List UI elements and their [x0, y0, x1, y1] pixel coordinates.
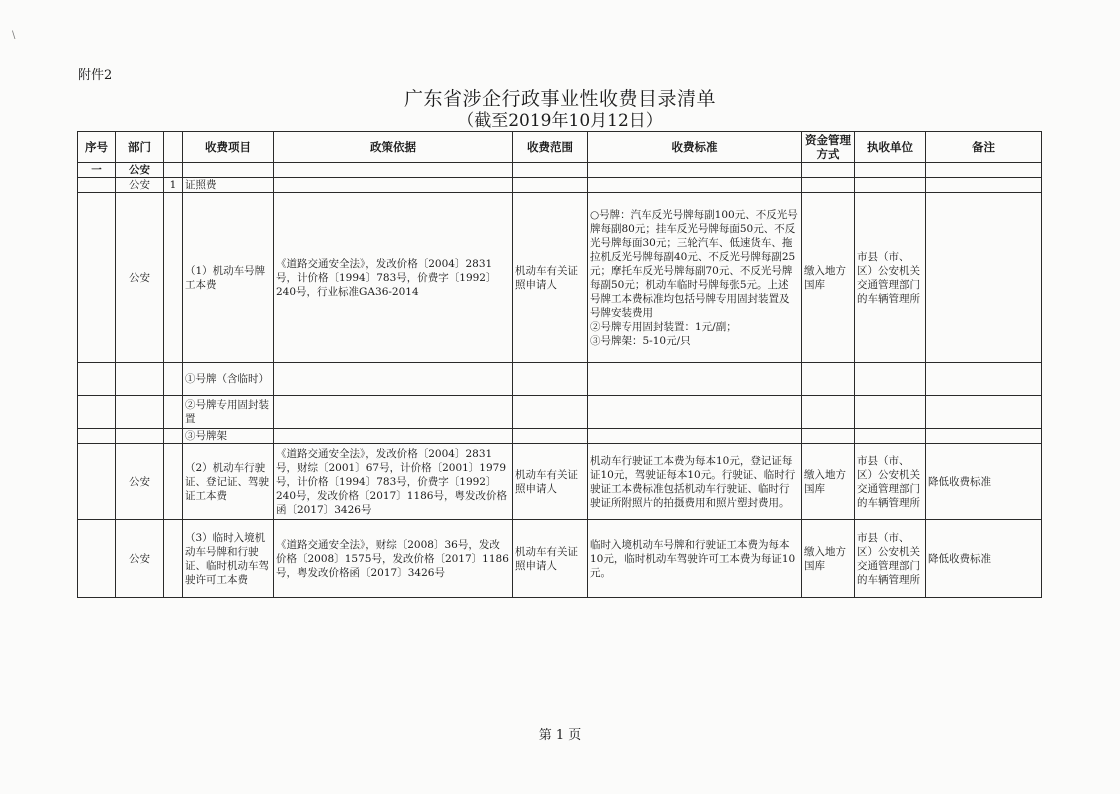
row3-basis: 《道路交通安全法》，财综〔2008〕36号，发改价格〔2008〕1575号，发改价格〔2017〕1186号，粤发改价格函〔2017〕3426号: [274, 520, 513, 598]
table-row: [78, 520, 1042, 598]
subsection-item: 证照费: [183, 178, 274, 193]
row2-item: （2）机动车行驶证、登记证、驾驶证工本费: [183, 444, 274, 520]
row2-fund: 缴入地方国库: [802, 444, 855, 520]
row3-scope: 机动车有关证照申请人: [513, 520, 588, 598]
row3-standard: 临时入境机动车号牌和行驶证工本费为每本10元，临时机动车驾驶许可工本费为每证10元。: [588, 520, 802, 598]
row2-unit: 市县（市、区）公安机关交通管理部门的车辆管理所: [855, 444, 926, 520]
page-number: 第 1 页: [538, 728, 582, 743]
header-item: 收费项目: [183, 132, 274, 163]
attachment-label: 附件2: [78, 68, 113, 83]
sub-item-3: ③号牌架: [183, 429, 274, 444]
table-row: [78, 363, 1042, 396]
row3-dept: 公安: [116, 520, 164, 598]
subsection-no: 1: [164, 178, 183, 193]
row1-scope: 机动车有关证照申请人: [513, 193, 588, 363]
section-dept: 公安: [116, 163, 164, 178]
row1-standard-part1: ○号牌：汽车反光号牌每副100元、不反光号牌每副80元；挂车反光号牌每面50元、不反光号牌每面30元；三轮汽车、低速货车、拖拉机反光号牌每副40元、不反光号牌每副25元；摩托车反光号牌每副70元、不反光号牌每副50元；机动车临时号牌每张5元。上述号牌工本费标准均包括号牌专用固封装置及号牌安装费用: [590, 208, 798, 319]
row2-note: 降低收费标准: [926, 444, 1042, 520]
row2-standard: 机动车行驶证工本费为每本10元，登记证每证10元，驾驶证每本10元。行驶证、临时行驶证工本费标准包括机动车行驶证、临时行驶证所附照片的拍摄费用和照片塑封费用。: [588, 444, 802, 520]
table-row: [78, 429, 1042, 444]
row1-fund: 缴入地方国库: [802, 193, 855, 363]
row3-note: 降低收费标准: [926, 520, 1042, 598]
row1-standard-part2: ②号牌专用固封装置：1元/副；: [590, 320, 737, 333]
header-seq: 序号: [78, 132, 116, 163]
row2-scope: 机动车有关证照申请人: [513, 444, 588, 520]
document-title: 广东省涉企行政事业性收费目录清单: [403, 88, 716, 110]
subsection-row: [78, 178, 1042, 193]
header-row: [78, 132, 1042, 163]
corner-mark: \: [12, 30, 16, 41]
row1-standard-part3: ③号牌架：5-10元/只: [590, 334, 691, 347]
row1-note: [926, 193, 1042, 363]
row3-item: （3）临时入境机动车号牌和行驶证、临时机动车驾驶许可工本费: [183, 520, 274, 598]
header-standard: 收费标准: [588, 132, 802, 163]
header-unit: 执收单位: [855, 132, 926, 163]
table-row: [78, 444, 1042, 520]
row1-basis: 《道路交通安全法》，发改价格〔2004〕2831号，计价格〔1994〕783号，价费字〔1992〕240号，行业标准GA36-2014: [274, 193, 513, 363]
row2-dept: 公安: [116, 444, 164, 520]
header-basis: 政策依据: [274, 132, 513, 163]
section-seq: 一: [78, 163, 116, 178]
table-row: [78, 193, 1042, 363]
row2-basis: 《道路交通安全法》，发改价格〔2004〕2831号，财综〔2001〕67号，计价格〔2001〕1979号，计价格〔1994〕783号，价费字〔1992〕240号，发改价格〔2017〕1186号，粤发改价格函〔2017〕3426号: [274, 444, 513, 520]
document-subtitle: （截至2019年10月12日）: [457, 111, 663, 131]
row3-fund: 缴入地方国库: [802, 520, 855, 598]
header-dept: 部门: [116, 132, 164, 163]
header-note: 备注: [926, 132, 1042, 163]
table-row: [78, 396, 1042, 429]
fee-catalog-table: [77, 131, 1042, 598]
section-row: [78, 163, 1042, 178]
row1-standard: [588, 193, 802, 363]
header-blank: [164, 132, 183, 163]
header-scope: 收费范围: [513, 132, 588, 163]
sub-item-1: ①号牌（含临时）: [183, 363, 274, 396]
row1-dept: 公安: [116, 193, 164, 363]
sub-item-2: ②号牌专用固封装置: [183, 396, 274, 429]
row1-item: （1）机动车号牌工本费: [183, 193, 274, 363]
subsection-dept: 公安: [116, 178, 164, 193]
header-fund: 资金管理方式: [802, 132, 855, 163]
row1-unit: 市县（市、区）公安机关交通管理部门的车辆管理所: [855, 193, 926, 363]
row3-unit: 市县（市、区）公安机关交通管理部门的车辆管理所: [855, 520, 926, 598]
